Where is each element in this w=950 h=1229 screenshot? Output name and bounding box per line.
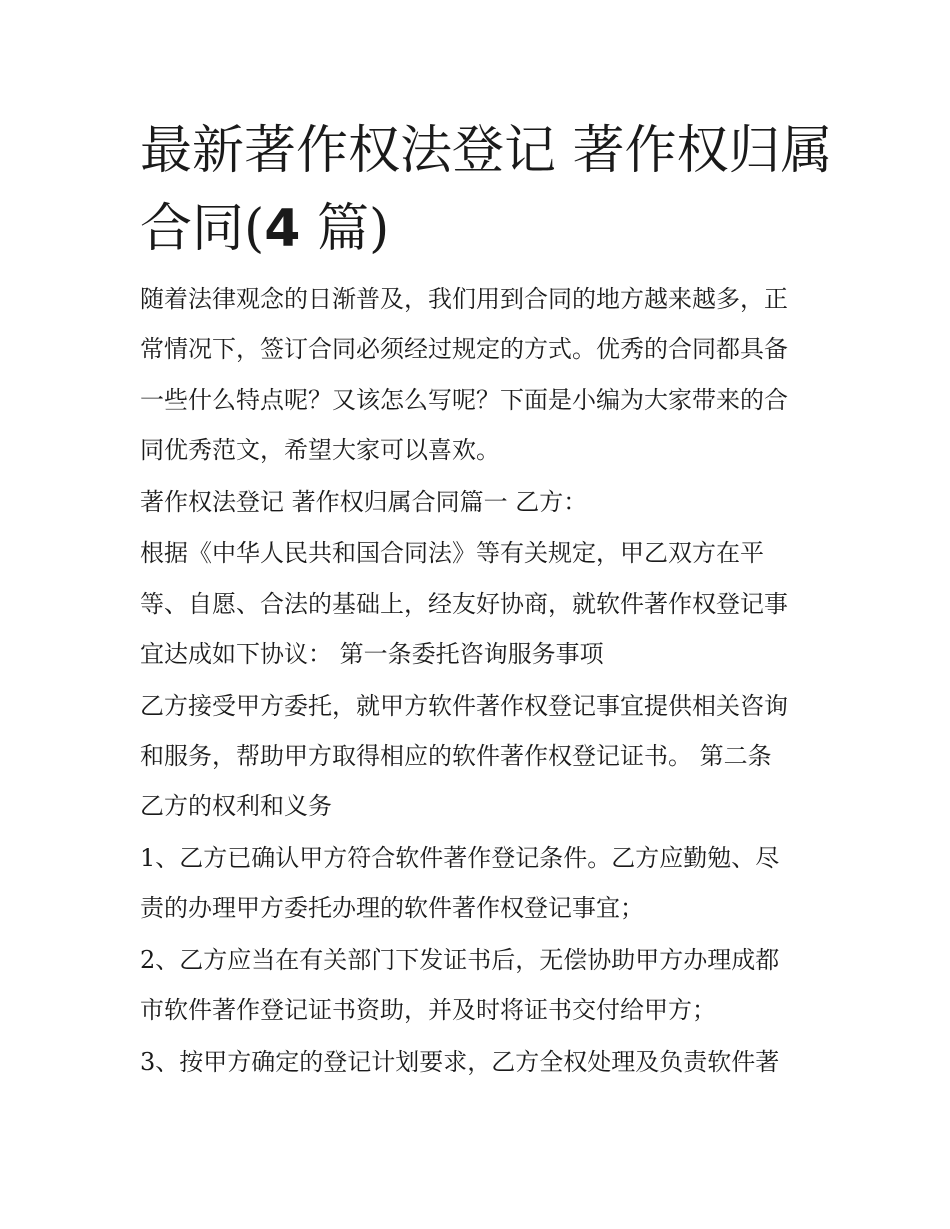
body-line-10: 和服务，帮助甲方取得相应的软件著作权登记证书。 第二条	[140, 742, 772, 770]
body-line-9: 乙方接受甲方委托，就甲方软件著作权登记事宜提供相关咨询	[140, 692, 788, 720]
title-line-2-suffix: 篇)	[300, 199, 390, 259]
title-line-1: 最新著作权法登记 著作权归属	[140, 121, 833, 181]
body-line-6: 根据《中华人民共和国合同法》等有关规定，甲乙双方在平	[140, 539, 764, 567]
body-line-14: 2、乙方应当在有关部门下发证书后，无偿协助甲方办理成都	[140, 946, 780, 974]
body-line-7: 等、自愿、合法的基础上，经友好协商，就软件著作权登记事	[140, 590, 788, 618]
body-line-15: 市软件著作登记证书资助，并及时将证书交付给甲方；	[140, 996, 716, 1024]
body-line-12: 1、乙方已确认甲方符合软件著作登记条件。乙方应勤勉、尽	[140, 844, 780, 872]
title-line-2-prefix: 合同(	[140, 199, 265, 259]
intro-line-1: 随着法律观念的日渐普及，我们用到合同的地方越来越多，正	[140, 285, 788, 313]
body-line-16: 3、按甲方确定的登记计划要求，乙方全权处理及负责软件著	[140, 1048, 780, 1076]
body-line-8: 宜达成如下协议： 第一条委托咨询服务事项	[140, 640, 604, 668]
document-title	[140, 112, 833, 268]
intro-line-2: 常情况下，签订合同必须经过规定的方式。优秀的合同都具备	[140, 335, 788, 363]
section-heading: 著作权法登记 著作权归属合同篇一 乙方：	[140, 488, 588, 516]
intro-line-3: 一些什么特点呢？又该怎么写呢？下面是小编为大家带来的合	[140, 386, 788, 414]
intro-line-4: 同优秀范文，希望大家可以喜欢。	[140, 436, 500, 464]
title-line-2	[140, 190, 830, 268]
body-line-11: 乙方的权利和义务	[140, 792, 332, 820]
body-line-13: 责的办理甲方委托办理的软件著作权登记事宜；	[140, 894, 644, 922]
title-count: 4	[264, 199, 301, 259]
